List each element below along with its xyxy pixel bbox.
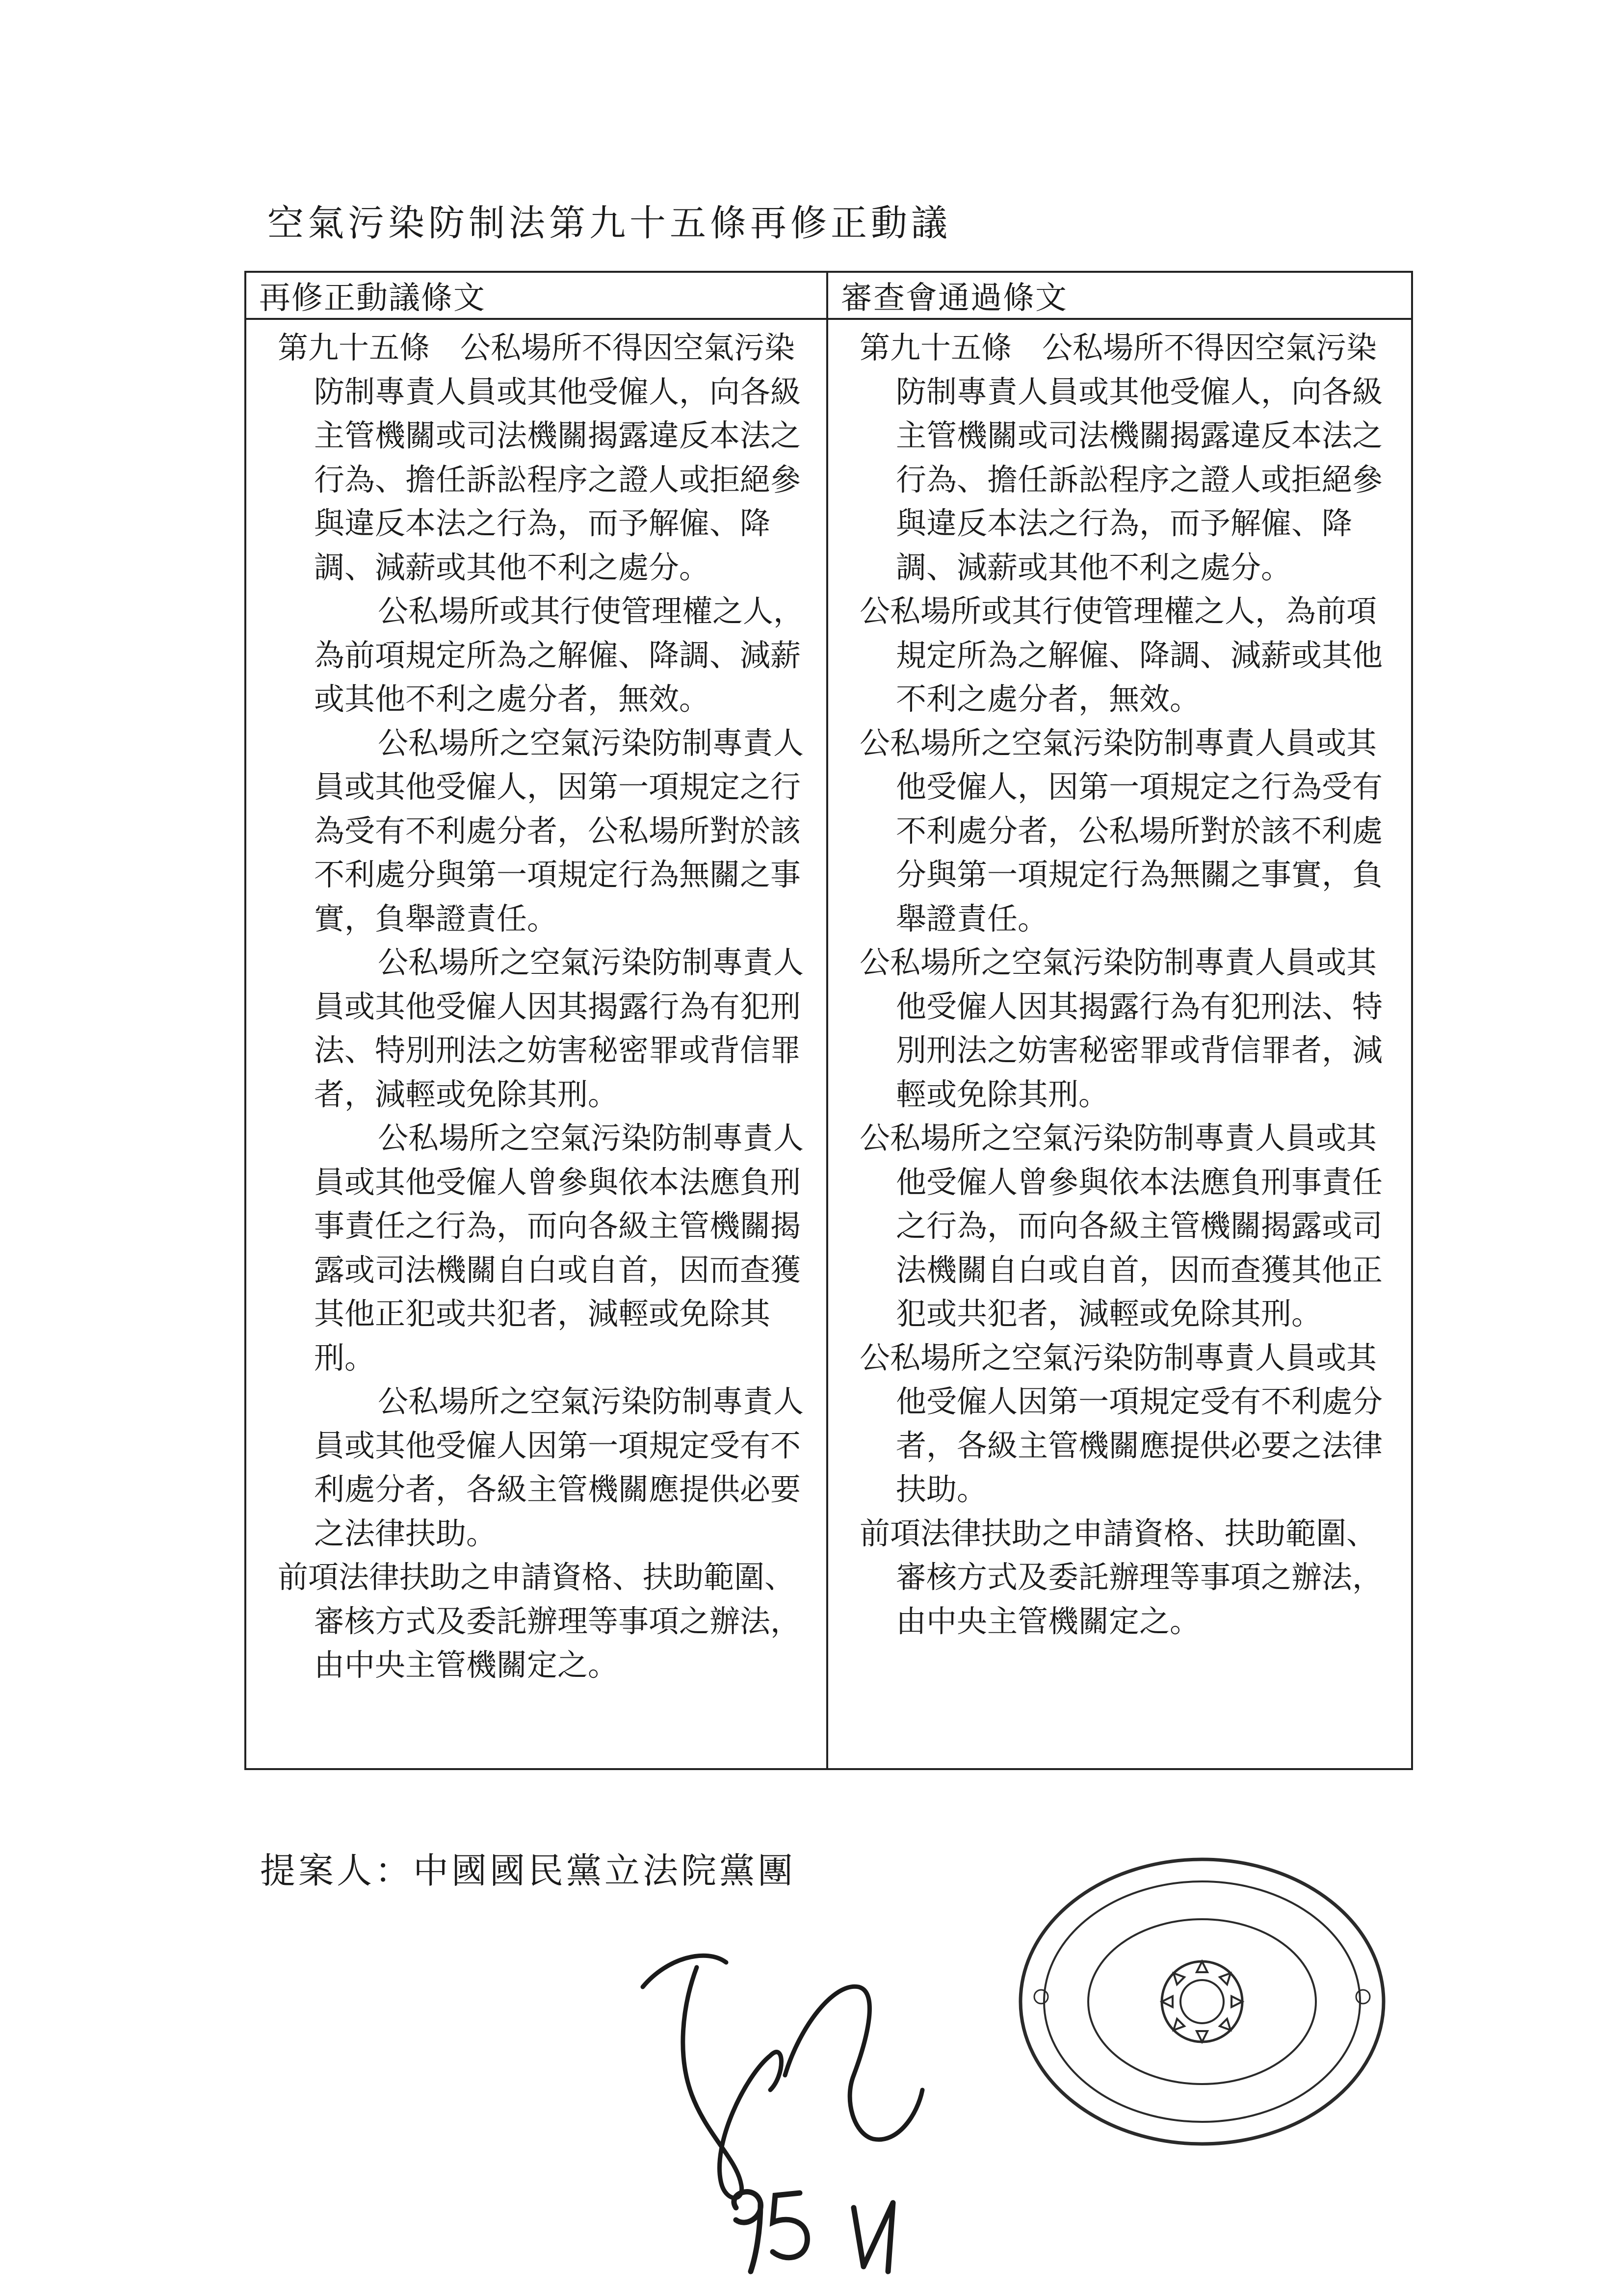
handwritten-signature: [623, 1928, 937, 2203]
paragraph-3: 公私場所之空氣污染防制專責人員或其他受僱人，因第一項規定之行為受有不利處分者，公私場所對於該不利處分與第一項規定行為無關之事實，負舉證責任。: [314, 725, 804, 937]
document-title: 空氣污染防制法第九十五條再修正動議: [267, 202, 951, 244]
right-column-header: 審查會通過條文: [827, 272, 1412, 319]
paragraph-5: 公私場所之空氣污染防制專責人員或其他受僱人曾參與依本法應負刑事責任之行為，而向各級主管機關揭露或司法機關自白或自首，因而查獲其他正犯或共犯者，減輕或免除其刑。: [314, 1120, 804, 1376]
article-heading-paragraph: 第九十五條 公私場所不得因空氣污染防制專責人員或其他受僱人，向各級主管機關或司法機關揭露違反本法之行為、擔任訴訟程序之證人或拒絕參與違反本法之行為，而予解僱、降調、減薪或其他不利之處分。: [860, 330, 1383, 585]
paragraph-2: 公私場所或其行使管理權之人，為前項規定所為之解僱、降調、減薪或其他不利之處分者，無效。: [860, 593, 1383, 717]
article-heading-paragraph: 第九十五條 公私場所不得因空氣污染防制專責人員或其他受僱人，向各級主管機關或司法機關揭露違反本法之行為、擔任訴訟程序之證人或拒絕參與違反本法之行為，而予解僱、降調、減薪或其他不利之處分。: [278, 330, 801, 585]
left-column-header: 再修正動議條文: [245, 272, 827, 319]
paragraph-2: 公私場所或其行使管理權之人，為前項規定所為之解僱、降調、減薪或其他不利之處分者，無效。: [314, 593, 804, 717]
paragraph-5: 公私場所之空氣污染防制專責人員或其他受僱人曾參與依本法應負刑事責任之行為，而向各級主管機關揭露或司法機關自白或自首，因而查獲其他正犯或共犯者，減輕或免除其刑。: [860, 1120, 1383, 1331]
paragraph-7: 前項法律扶助之申請資格、扶助範圍、審核方式及委託辦理等事項之辦法，由中央主管機關定之。: [860, 1515, 1383, 1639]
comparison-table: [244, 271, 1413, 1770]
revised-motion-text-cell: [245, 319, 827, 1769]
paragraph-3: 公私場所之空氣污染防制專責人員或其他受僱人，因第一項規定之行為受有不利處分者，公私場所對於該不利處分與第一項規定行為無關之事實，負舉證責任。: [860, 725, 1383, 937]
paragraph-6: 公私場所之空氣污染防制專責人員或其他受僱人因第一項規定受有不利處分者，各級主管機關應提供必要之法律扶助。: [314, 1383, 804, 1551]
party-caucus-seal: [1011, 1850, 1393, 2154]
paragraph-4: 公私場所之空氣污染防制專責人員或其他受僱人因其揭露行為有犯刑法、特別刑法之妨害秘密罪或背信罪者，減輕或免除其刑。: [314, 944, 804, 1112]
table-body-row: [245, 319, 1412, 1769]
proposer-line: 提案人：中國國民黨立法院黨團: [260, 1850, 796, 1891]
paragraph-7: 前項法律扶助之申請資格、扶助範圍、審核方式及委託辦理等事項之辦法，由中央主管機關定之。: [278, 1559, 801, 1683]
handwritten-page-note: [716, 2173, 922, 2281]
committee-approved-text-cell: [827, 319, 1412, 1769]
paragraph-6: 公私場所之空氣污染防制專責人員或其他受僱人因第一項規定受有不利處分者，各級主管機關應提供必要之法律扶助。: [860, 1339, 1383, 1507]
paragraph-4: 公私場所之空氣污染防制專責人員或其他受僱人因其揭露行為有犯刑法、特別刑法之妨害秘密罪或背信罪者，減輕或免除其刑。: [860, 944, 1383, 1112]
table-header-row: [245, 272, 1412, 319]
